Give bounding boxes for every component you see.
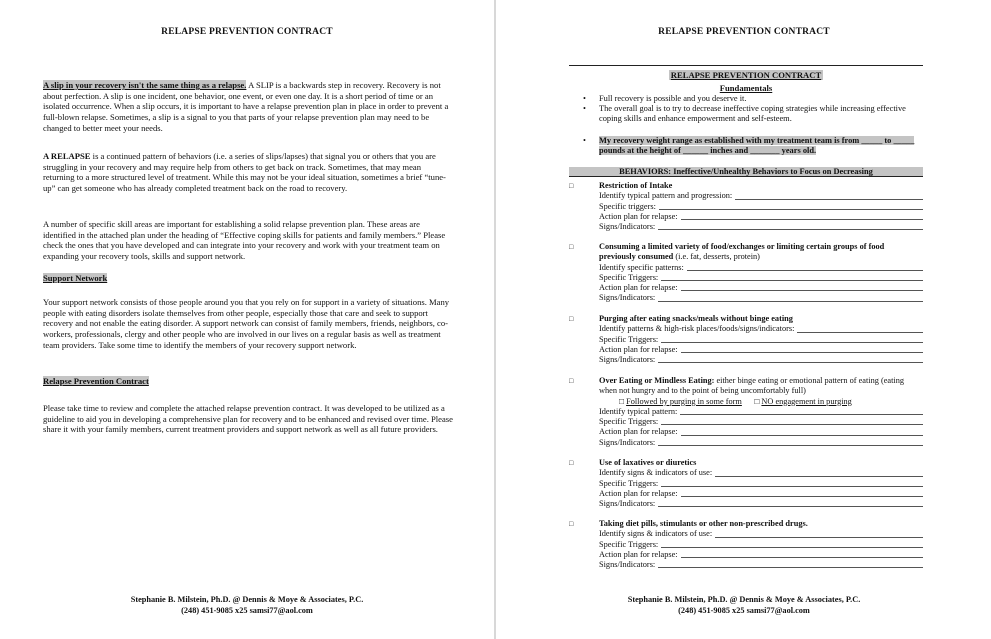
field-label: Signs/Indicators: <box>599 560 656 570</box>
field-line[interactable] <box>681 345 923 353</box>
bullet-text: Full recovery is possible and you deserve it. <box>599 94 747 103</box>
field-label: Action plan for relapse: <box>599 344 678 354</box>
field-line[interactable] <box>661 417 923 425</box>
field-label: Specific Triggers: <box>599 334 659 344</box>
page-divider <box>494 0 496 639</box>
skills-paragraph: A number of specific skill areas are important for establishing a solid relapse prevention plan. These areas are identified in the attached plan under the heading of “Effective coping skills for patients and family members.” Please check the ones that you have developed and can integrate into your recovery and work with your treatment team on expanding your recovery tools, skills and support network. <box>43 219 446 262</box>
field-label: Specific triggers: <box>599 201 656 211</box>
bullet-icon: • <box>583 136 586 145</box>
weight-range-text: My recovery weight range as established with my treatment team is from _____ to _____ pounds at the height of ______ inches and _______ years old. <box>599 136 915 155</box>
field-line[interactable] <box>715 468 923 476</box>
field-label: Identify signs & indicators of use: <box>599 529 713 539</box>
field-line[interactable] <box>735 191 923 199</box>
sub-option-no-purging: NO engagement in purging <box>761 396 852 406</box>
field-line[interactable] <box>658 355 923 363</box>
field-label: Specific Triggers: <box>599 539 659 549</box>
field-line[interactable] <box>715 529 923 537</box>
bullet-icon: • <box>583 104 586 113</box>
field-label: Identify typical pattern and progression: <box>599 191 733 201</box>
field-label: Specific Triggers: <box>599 478 659 488</box>
field-label: Specific Triggers: <box>599 417 659 427</box>
support-network-heading-row <box>43 273 453 284</box>
page-header: RELAPSE PREVENTION CONTRACT <box>161 27 333 37</box>
field-label: Signs/Indicators: <box>599 293 656 303</box>
field-line[interactable] <box>681 212 923 220</box>
field-label: Identify signs & indicators of use: <box>599 468 713 478</box>
sub-option-purging: Followed by purging in some form <box>626 396 742 406</box>
field-label: Action plan for relapse: <box>599 427 678 437</box>
footer-contact: (248) 451-9085 x25 samsi77@aol.com <box>181 605 313 615</box>
item-title: Consuming a limited variety of food/exchanges or limiting certain groups of food previously consumed <box>599 242 885 262</box>
field-line[interactable] <box>661 273 923 281</box>
contract-paragraph: Please take time to review and complete the attached relapse prevention contract. It was developed to be utilized as a guideline to aid you in developing a comprehensive plan for recovery and to be enhanced and revised over time. Please share it with your family members, current treatment providers and support network as well as all future providers. <box>43 403 453 435</box>
field-line[interactable] <box>681 283 923 291</box>
field-label: Action plan for relapse: <box>599 211 678 221</box>
field-line[interactable] <box>797 324 923 332</box>
field-line[interactable] <box>681 427 923 435</box>
field-line[interactable] <box>658 560 923 568</box>
fundamentals-heading: Fundamentals <box>719 83 773 93</box>
slip-text: A SLIP is a backwards step in recovery. Recovery is not about perfection. A slip is one incident, one behavior, one event, or even one day. It is a short period of time or an isolated occurrence. When a slip occurs, it is important to have a relapse prevention plan in place in order to prevent a full-blown relapse. Sometimes, a slip is a signal to you that parts of your relapse prevention plan may need to be changed to better meet your needs. <box>43 80 449 133</box>
support-network-heading: Support Network <box>43 273 108 283</box>
slip-heading: A slip in your recovery isn't the same thing as a relapse. <box>43 80 247 90</box>
relapse-text: is a continued pattern of behaviors (i.e. a series of slips/lapses) that signal you or others that you are struggling in your recovery and may require help from others to get back on track. Sometimes, that may mean returning to a more structured level of treatment. While this may not be your ideal situation, sometimes a brief “tune-up” can get someone who has already completed treatment back on the road to recovery. <box>43 151 446 194</box>
field-label: Action plan for relapse: <box>599 488 678 498</box>
field-label: Signs/Indicators: <box>599 499 656 509</box>
field-line[interactable] <box>681 550 923 558</box>
field-line[interactable] <box>658 222 923 230</box>
field-label: Specific Triggers: <box>599 272 659 282</box>
field-line[interactable] <box>661 479 923 487</box>
checkbox[interactable]: □ <box>569 315 574 323</box>
bullet-text: The overall goal is to try to decrease ineffective coping strategies while increasing effective coping skills and enhance empowerment and self-esteem. <box>599 104 906 123</box>
field-label: Action plan for relapse: <box>599 283 678 293</box>
checkbox[interactable]: □ <box>619 396 625 406</box>
checkbox[interactable]: □ <box>754 396 760 406</box>
bullet-icon: • <box>583 94 586 103</box>
contract-heading-row <box>43 376 453 387</box>
item-title: Use of laxatives or diuretics <box>599 458 697 467</box>
field-line[interactable] <box>661 335 923 343</box>
relapse-paragraph <box>43 151 453 194</box>
item-title: Over Eating or Mindless Eating: <box>599 376 715 385</box>
support-paragraph: Your support network consists of those people around you that you rely on for support in a variety of situations. Many people with eating disorders isolate themselves from other people, especially those that care and seek to support recovery and not enable the eating disorder. A support network can consist of family members, friends, neighbors, co-workers, professionals, clergy and other people who are involved in our lives on a regular basis as well as treatment team providers. Take some time to identify the members of your recovery support network. <box>43 297 450 350</box>
right-page <box>497 0 991 639</box>
item-title: Taking diet pills, stimulants or other non-prescribed drugs. <box>599 519 808 528</box>
contract-title <box>569 70 923 80</box>
right-footer <box>497 595 991 616</box>
item-title: Purging after eating snacks/meals without binge eating <box>599 314 793 323</box>
field-label: Identify specific patterns: <box>599 262 684 272</box>
field-label: Identify patterns & high-risk places/foods/signs/indicators: <box>599 324 795 334</box>
page-header-right: RELAPSE PREVENTION CONTRACT <box>658 27 830 37</box>
checkbox[interactable]: □ <box>569 520 574 528</box>
contract-title-text: RELAPSE PREVENTION CONTRACT <box>670 70 822 80</box>
field-line[interactable] <box>658 438 923 446</box>
slip-paragraph <box>43 80 453 134</box>
field-label: Action plan for relapse: <box>599 549 678 559</box>
field-label: Identify typical pattern: <box>599 406 678 416</box>
checkbox[interactable]: □ <box>569 459 574 467</box>
field-line[interactable] <box>659 202 923 210</box>
item-note: either binge eating or emotional pattern of eating (eating when not hungry and to the point of being uncomfortably full) <box>599 376 905 396</box>
field-line[interactable] <box>687 263 923 271</box>
field-label: Signs/Indicators: <box>599 222 656 232</box>
field-line[interactable] <box>658 499 923 507</box>
item-note: (i.e. fat, desserts, protein) <box>673 252 760 262</box>
field-line[interactable] <box>681 489 923 497</box>
field-line[interactable] <box>658 293 923 301</box>
contract-heading: Relapse Prevention Contract <box>43 376 149 386</box>
left-page <box>0 0 494 639</box>
field-label: Signs/Indicators: <box>599 437 656 447</box>
field-line[interactable] <box>661 540 923 548</box>
checkbox[interactable]: □ <box>569 377 574 385</box>
item-title: Restriction of Intake <box>599 181 673 190</box>
behaviors-heading: BEHAVIORS: Ineffective/Unhealthy Behaviors to Focus on Decreasing <box>569 167 923 177</box>
checkbox[interactable]: □ <box>569 243 574 251</box>
field-line[interactable] <box>680 407 923 415</box>
footer-author: Stephanie B. Milstein, Ph.D. @ Dennis & Moye & Associates, P.C. <box>130 595 364 604</box>
footer-author: Stephanie B. Milstein, Ph.D. @ Dennis & Moye & Associates, P.C. <box>627 595 861 604</box>
title-rule <box>569 65 923 66</box>
relapse-lead: A RELAPSE <box>43 151 91 161</box>
field-label: Signs/Indicators: <box>599 355 656 365</box>
footer-contact: (248) 451-9085 x25 samsi77@aol.com <box>678 605 810 615</box>
left-footer <box>0 595 494 616</box>
checkbox[interactable]: □ <box>569 182 574 190</box>
